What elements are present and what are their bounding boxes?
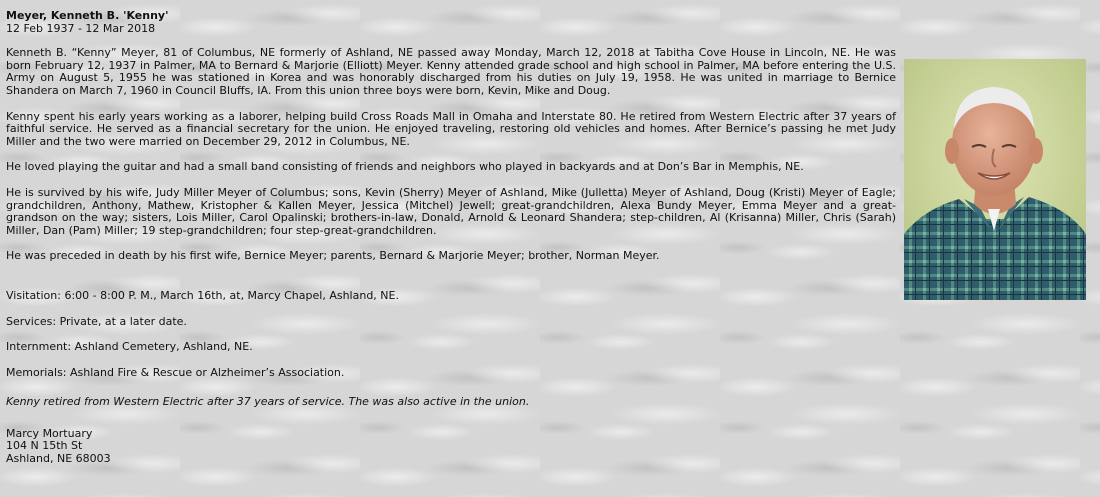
visitation-info: Visitation: 6:00 - 8:00 P. M., March 16th, at, Marcy Chapel, Ashland, NE. bbox=[6, 288, 399, 302]
obituary-paragraph-5: He was preceded in death by his first wife, Bernice Meyer; parents, Bernard & Marjorie Meyer; brother, Norman Meyer. bbox=[6, 249, 660, 263]
internment-info: Internment: Ashland Cemetery, Ashland, NE. bbox=[6, 340, 253, 354]
life-dates: 12 Feb 1937 - 12 Mar 2018 bbox=[6, 21, 156, 35]
services-info: Services: Private, at a later date. bbox=[6, 314, 187, 328]
mortuary-address bbox=[6, 428, 896, 466]
deceased-name: Meyer, Kenneth B. 'Kenny' bbox=[6, 9, 169, 22]
obituary-paragraph-4: He is survived by his wife, Judy Miller Meyer of Columbus; sons, Kevin (Sherry) Meyer of Ashland, Mike (Julletta) Meyer of Ashland, Doug (Kristi) Meyer of Eagle; grandchildren, Anthony, Mathew, Kristopher & Kallen Meyer, Jessica (Mitchel) Jewell; great-grandchildren, Alexa Bundy Meyer, Emma Meyer and a great-grandson on the way; sisters, Lois Miller, Carol Opalinski; brothers-in-law, Donald, Arnold & Leonard Shandera; step-children, Al (Krisanna) Miller, Chris (Sarah) Miller, Dan (Pam) Miller; 19 step-grandchildren; four step-great-grandchildren. bbox=[6, 185, 896, 237]
mortuary-name: Marcy Mortuary bbox=[6, 426, 93, 440]
closing-note: Kenny retired from Western Electric after 37 years of service. The was also active in the union. bbox=[6, 395, 530, 409]
obituary-paragraph-1: Kenneth B. “Kenny” Meyer, 81 of Columbus, NE formerly of Ashland, NE passed away Monday, March 12, 2018 at Tabitha Cove House in Lincoln, NE. He was born February 12, 1937 in Palmer, MA to Bernard & Marjorie (Elliott) Meyer. Kenny attended grade school and high school in Palmer, MA before entering the U.S. Army on August 5, 1955 he was stationed in Korea and was honorably discharged from his duties on July 19, 1958. He was united in marriage to Bernice Shandera on March 7, 1960 in Council Bluffs, IA. From this union three boys were born, Kevin, Mike and Doug. bbox=[6, 46, 896, 97]
mortuary-street: 104 N 15th St bbox=[6, 439, 83, 453]
obituary-content bbox=[6, 10, 896, 466]
obituary-paragraph-2: Kenny spent his early years working as a laborer, helping build Cross Roads Mall in Omaha and Interstate 80. He retired from Western Electric after 37 years of faithful service. He served as a financial secretary for the union. He enjoyed traveling, restoring old vehicles and homes. After Bernice’s passing he met Judy Miller and the two were married on December 29, 2012 in Columbus, NE. bbox=[6, 109, 896, 148]
portrait-photo bbox=[904, 59, 1086, 300]
mortuary-city: Ashland, NE 68003 bbox=[6, 452, 111, 466]
obituary-paragraph-3: He loved playing the guitar and had a small band consisting of friends and neighbors who played in backyards and at Don’s Bar in Memphis, NE. bbox=[6, 160, 804, 174]
memorials-info: Memorials: Ashland Fire & Rescue or Alzheimer’s Association. bbox=[6, 365, 345, 379]
